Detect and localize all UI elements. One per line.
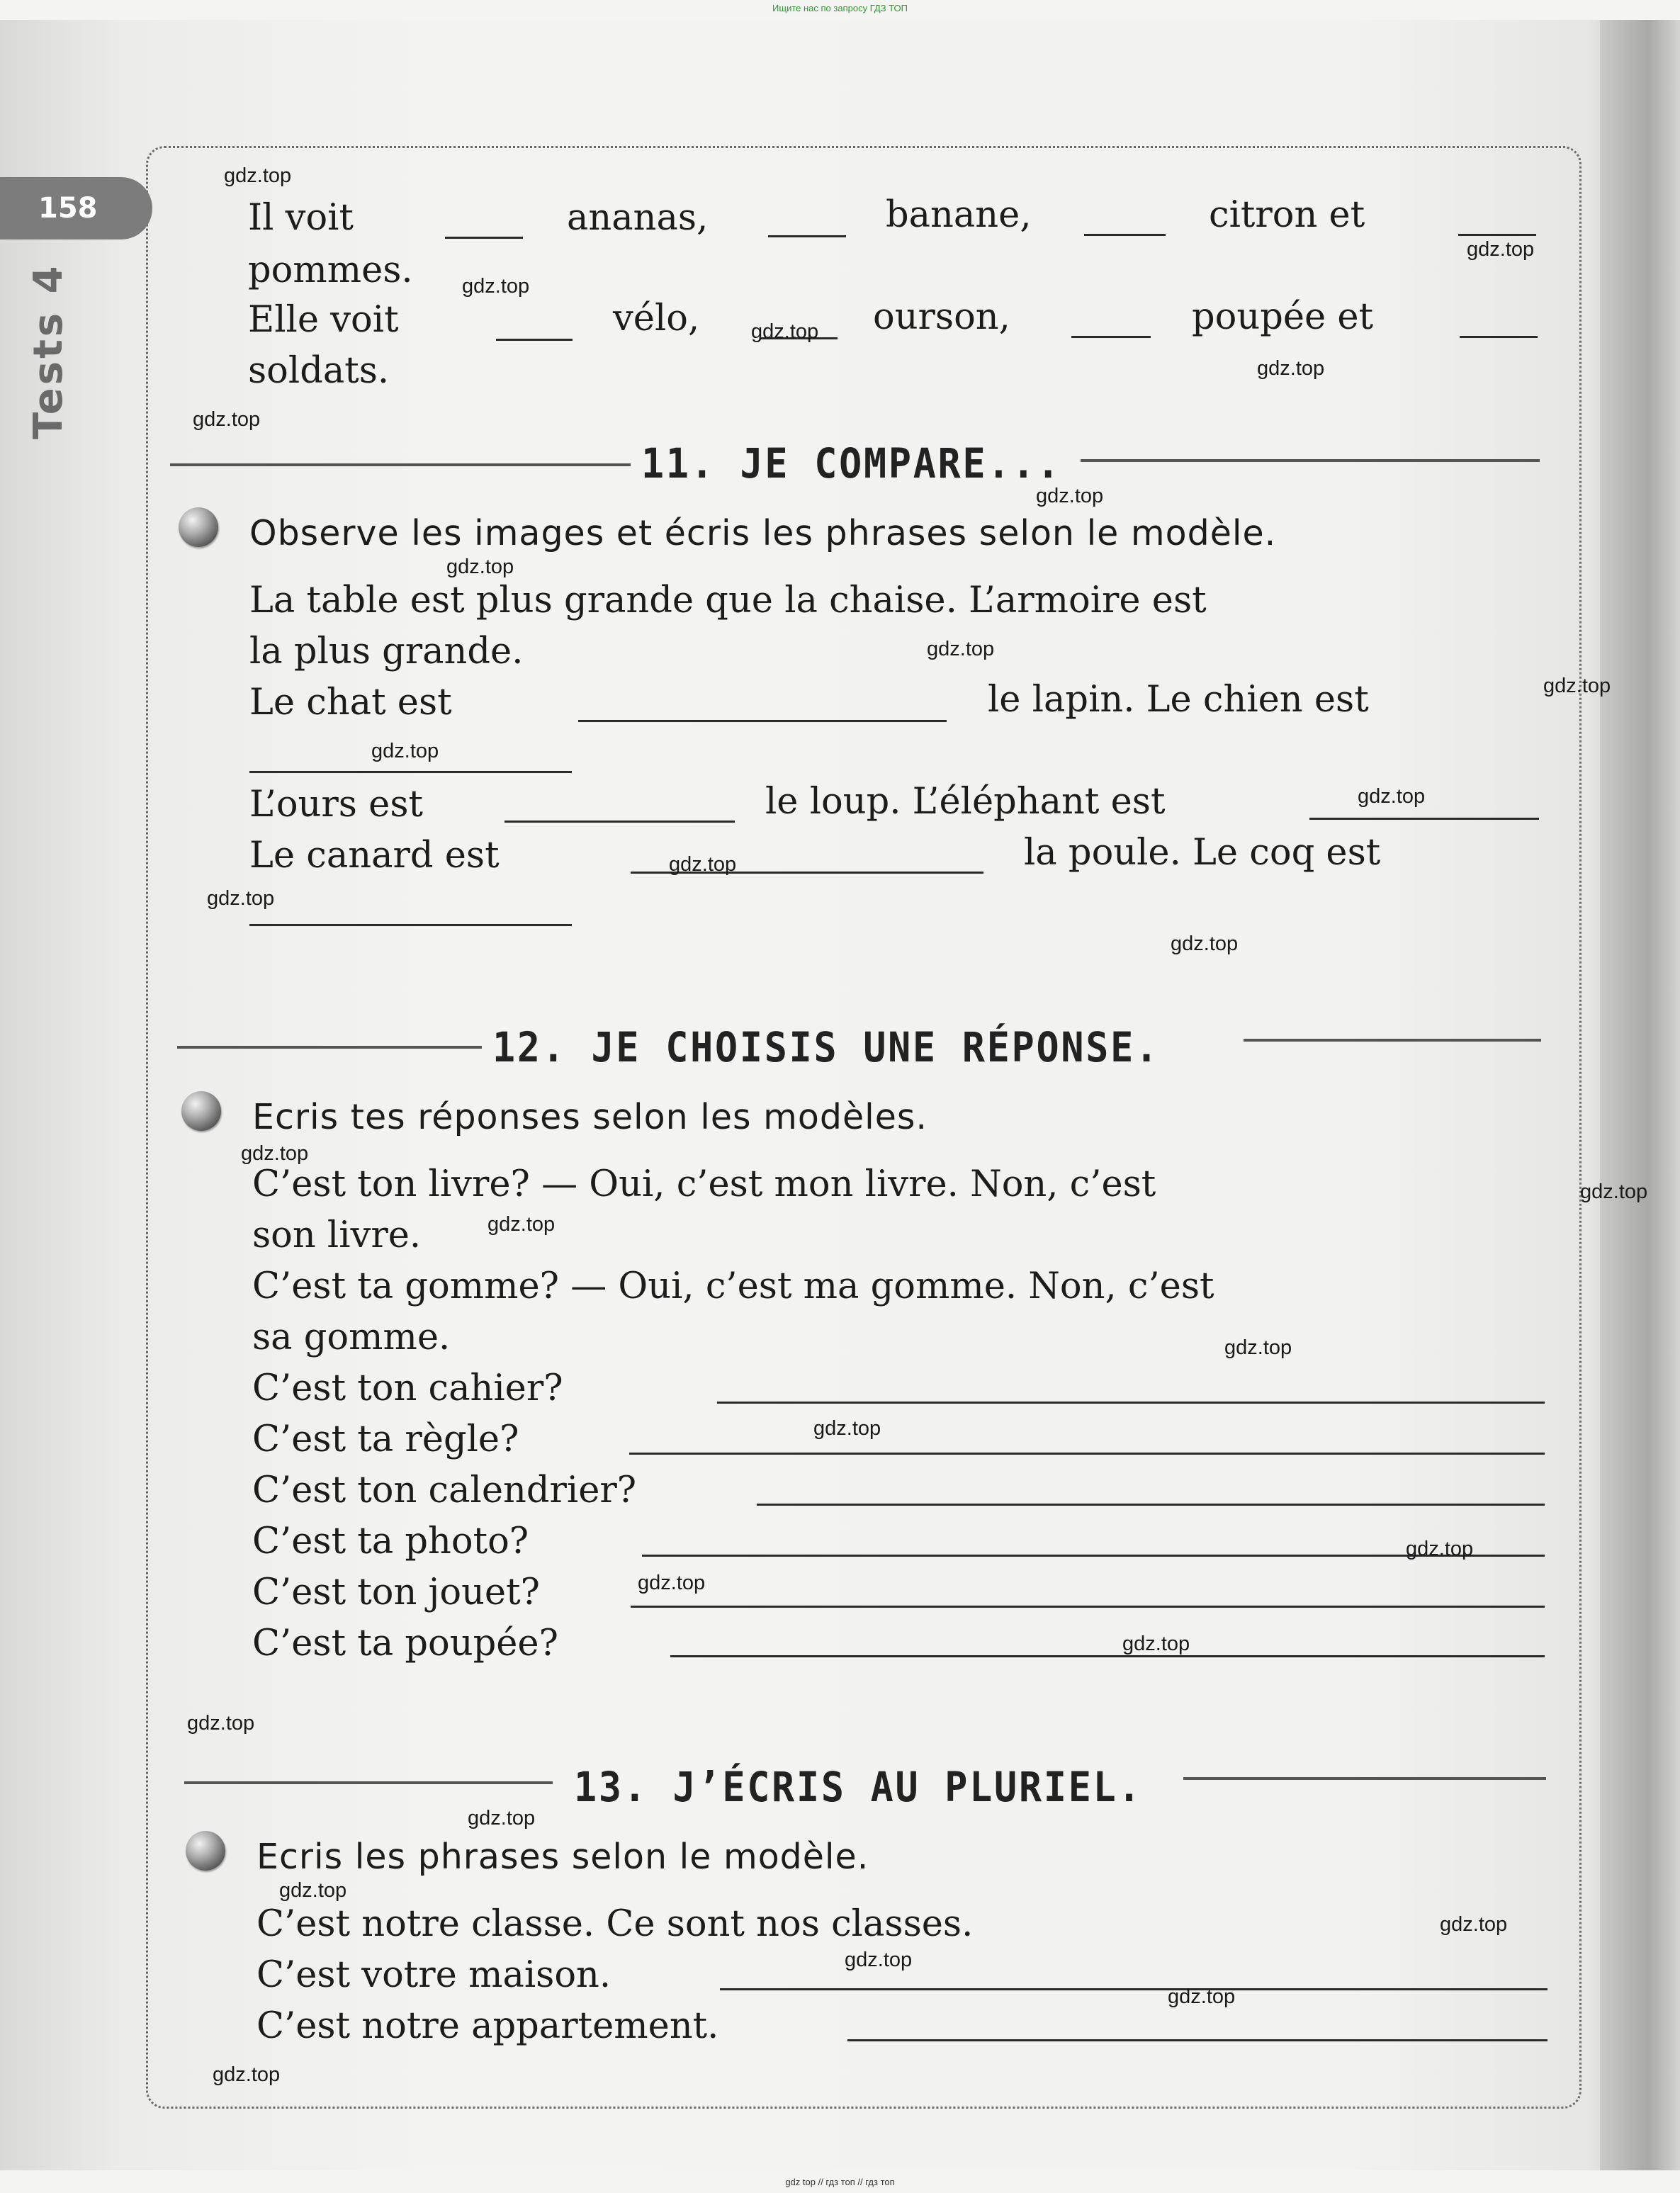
- model-line: La table est plus grande que la chaise. L’armoire est: [249, 580, 1207, 621]
- intro-text: pommes.: [248, 249, 413, 291]
- exercise-line: C’est ta poupée?: [252, 1623, 558, 1664]
- watermark: gdz.top: [187, 1712, 255, 1735]
- answer-blank[interactable]: [578, 720, 947, 722]
- watermark: gdz.top: [1406, 1538, 1474, 1560]
- watermark: gdz.top: [1168, 1985, 1236, 2008]
- intro-text: banane,: [886, 194, 1032, 236]
- exercise-line: Le canard est: [249, 835, 500, 876]
- watermark: gdz.top: [1122, 1633, 1190, 1655]
- watermark: gdz.top: [1257, 357, 1325, 380]
- answer-blank[interactable]: [1458, 234, 1536, 236]
- section-rule: [1081, 459, 1540, 462]
- section-rule: [177, 1046, 482, 1049]
- watermark: gdz.top: [638, 1572, 706, 1594]
- section-rule: [1244, 1039, 1541, 1042]
- answer-blank[interactable]: [1309, 818, 1539, 820]
- model-line: son livre.: [252, 1214, 422, 1256]
- intro-text: poupée et: [1192, 296, 1374, 338]
- book-spine: [1600, 20, 1680, 2170]
- exercise-line: C’est notre appartement.: [256, 2005, 719, 2047]
- model-line: C’est ta gomme? — Oui, c’est ma gomme. Non, c’est: [252, 1265, 1214, 1307]
- section-11-title: 11. JE COMPARE...: [641, 439, 1062, 487]
- intro-text: Il voit: [248, 197, 354, 239]
- model-line: C’est notre classe. Ce sont nos classes.: [256, 1903, 974, 1945]
- exercise-line: C’est ton jouet?: [252, 1572, 540, 1613]
- intro-text: soldats.: [248, 350, 390, 392]
- side-label: Tests 4: [26, 263, 72, 439]
- watermark: gdz.top: [1440, 1913, 1508, 1936]
- watermark: gdz.top: [446, 556, 514, 578]
- watermark: gdz.top: [1467, 238, 1535, 261]
- watermark: gdz.top: [1171, 932, 1239, 955]
- answer-blank[interactable]: [1084, 234, 1166, 236]
- top-banner[interactable]: Ищите нас по запросу ГДЗ ТОП: [772, 3, 908, 13]
- exercise-line: le loup. L’éléphant est: [765, 781, 1166, 823]
- exercise-line: Le chat est: [249, 682, 452, 723]
- watermark: gdz.top: [462, 275, 530, 298]
- watermark: gdz.top: [1224, 1336, 1292, 1359]
- exercise-line: C’est ta photo?: [252, 1521, 529, 1562]
- bullet-icon: [181, 1091, 221, 1131]
- watermark: gdz.top: [927, 638, 995, 660]
- model-line: sa gomme.: [252, 1317, 451, 1358]
- answer-blank[interactable]: [847, 2039, 1547, 2041]
- watermark: gdz.top: [1580, 1180, 1648, 1203]
- answer-blank[interactable]: [1071, 336, 1151, 338]
- answer-blank[interactable]: [496, 339, 573, 341]
- exercise-line: C’est votre maison.: [256, 1954, 611, 1996]
- watermark: gdz.top: [279, 1879, 347, 1902]
- intro-text: vélo,: [613, 298, 700, 339]
- intro-text: Elle voit: [248, 299, 399, 341]
- exercise-line: le lapin. Le chien est: [988, 679, 1369, 721]
- section-rule: [184, 1781, 553, 1784]
- model-line: la plus grande.: [249, 631, 524, 672]
- watermark: gdz.top: [487, 1213, 556, 1236]
- section-12-instruction: Ecris tes réponses selon les modèles.: [252, 1097, 928, 1137]
- exercise-line: la poule. Le coq est: [1024, 832, 1381, 874]
- watermark: gdz.top: [1036, 485, 1104, 507]
- watermark: gdz.top: [845, 1949, 913, 1971]
- watermark: gdz.top: [207, 887, 275, 910]
- model-line: C’est ton livre? — Oui, c’est mon livre. Non, c’est: [252, 1163, 1156, 1205]
- exercise-line: L’ours est: [249, 784, 424, 825]
- section-rule: [170, 463, 631, 466]
- watermark: gdz.top: [669, 853, 737, 876]
- bullet-icon: [186, 1831, 225, 1871]
- answer-blank[interactable]: [504, 821, 735, 823]
- intro-text: ourson,: [873, 296, 1010, 338]
- answer-blank[interactable]: [717, 1402, 1545, 1404]
- answer-blank[interactable]: [768, 235, 846, 237]
- section-13-title: 13. J’ÉCRIS AU PLURIEL.: [574, 1763, 1143, 1811]
- answer-blank[interactable]: [629, 1453, 1545, 1455]
- watermark: gdz.top: [1358, 785, 1426, 808]
- exercise-line: C’est ton cahier?: [252, 1368, 563, 1409]
- answer-blank[interactable]: [249, 771, 572, 773]
- exercise-line: C’est ton calendrier?: [252, 1470, 637, 1511]
- answer-blank[interactable]: [445, 237, 523, 239]
- watermark: gdz.top: [371, 740, 439, 762]
- section-13-instruction: Ecris les phrases selon le modèle.: [256, 1837, 869, 1877]
- section-11-instruction: Observe les images et écris les phrases selon le modèle.: [249, 513, 1277, 553]
- intro-text: citron et: [1209, 194, 1365, 236]
- answer-blank[interactable]: [249, 924, 572, 926]
- answer-blank[interactable]: [631, 1606, 1545, 1608]
- exercise-line: C’est ta règle?: [252, 1419, 519, 1460]
- bullet-icon: [179, 507, 218, 547]
- watermark: gdz.top: [241, 1142, 309, 1165]
- watermark: gdz.top: [224, 164, 292, 187]
- answer-blank[interactable]: [757, 1504, 1545, 1506]
- watermark: gdz.top: [813, 1417, 881, 1440]
- watermark: gdz.top: [193, 408, 261, 431]
- page-number: 158: [0, 177, 152, 239]
- bottom-banner: gdz top // гдз топ // гдз топ: [785, 2177, 895, 2187]
- watermark: gdz.top: [213, 2063, 281, 2086]
- answer-blank[interactable]: [720, 1988, 1547, 1990]
- intro-text: ananas,: [567, 197, 709, 239]
- watermark: gdz.top: [751, 320, 819, 343]
- answer-blank[interactable]: [1460, 336, 1538, 338]
- answer-blank[interactable]: [670, 1655, 1545, 1657]
- section-rule: [1183, 1777, 1546, 1780]
- watermark: gdz.top: [1543, 675, 1611, 697]
- section-12-title: 12. JE CHOISIS UNE RÉPONSE.: [492, 1023, 1160, 1071]
- watermark: gdz.top: [468, 1807, 536, 1830]
